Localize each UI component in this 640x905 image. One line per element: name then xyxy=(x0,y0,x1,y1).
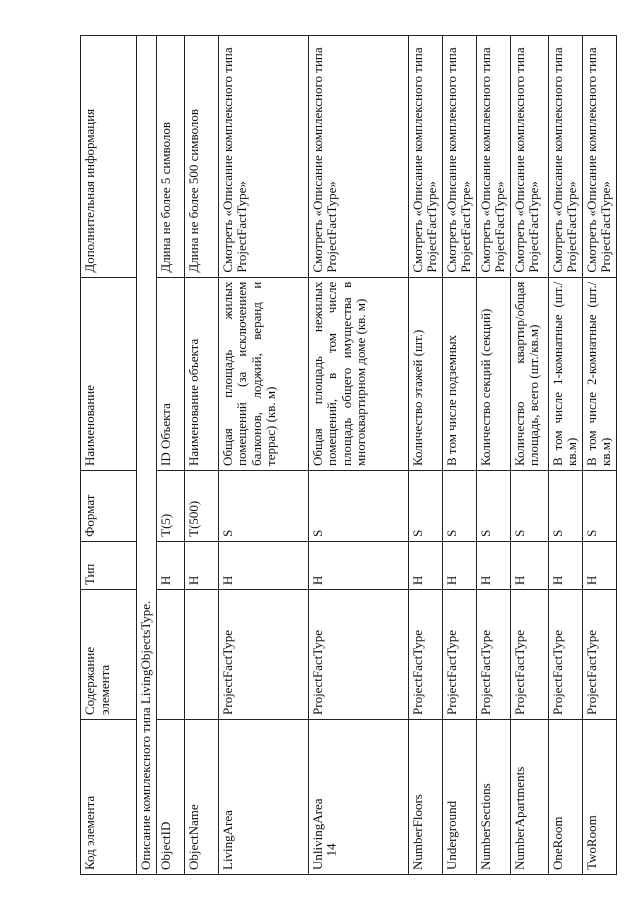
cell-info: Смотреть «Описание комплексного типа ProjectFactType» xyxy=(582,36,616,278)
table-row xyxy=(156,36,184,875)
rotated-table-wrapper xyxy=(80,35,614,875)
cell-type: Н xyxy=(548,541,582,589)
cell-info: Длина не более 500 символов xyxy=(184,36,218,278)
cell-code: LivingArea xyxy=(218,719,308,874)
cell-name: Количество этажей (шт.) xyxy=(408,277,442,470)
cell-info: Смотреть «Описание комплексного типа ProjectFactType» xyxy=(548,36,582,278)
cell-info: Смотреть «Описание комплексного типа ProjectFactType» xyxy=(218,36,308,278)
table-row xyxy=(510,36,548,875)
cell-code: NumberSections xyxy=(476,719,510,874)
header-code: Код элемента xyxy=(81,719,137,874)
cell-format: S xyxy=(510,470,548,541)
cell-info: Смотреть «Описание комплексного типа ProjectFactType» xyxy=(510,36,548,278)
cell-code: TwoRoom xyxy=(582,719,616,874)
cell-content: ProjectFactType xyxy=(582,590,616,720)
cell-format: S xyxy=(408,470,442,541)
cell-code: OneRoom xyxy=(548,719,582,874)
cell-content: ProjectFactType xyxy=(548,590,582,720)
cell-content: ProjectFactType xyxy=(476,590,510,720)
table-row xyxy=(218,36,308,875)
table-row xyxy=(184,36,218,875)
header-info: Дополнительная информация xyxy=(81,36,137,278)
cell-type: Н xyxy=(408,541,442,589)
header-content: Содержание элемента xyxy=(81,590,137,720)
cell-info: Смотреть «Описание комплексного типа ProjectFactType» xyxy=(476,36,510,278)
page-number: 14 xyxy=(323,843,339,857)
table-header-row xyxy=(81,36,137,875)
header-type: Тип xyxy=(81,541,137,589)
cell-type: Н xyxy=(476,541,510,589)
cell-format: S xyxy=(218,470,308,541)
cell-name: Количество секций (секций) xyxy=(476,277,510,470)
cell-name: Количество квартир/общая площадь, всего (шт./кв.м) xyxy=(510,277,548,470)
cell-code: ObjectName xyxy=(184,719,218,874)
header-format: Формат xyxy=(81,470,137,541)
cell-content: ProjectFactType xyxy=(218,590,308,720)
cell-type: Н xyxy=(510,541,548,589)
cell-type: Н xyxy=(184,541,218,589)
cell-code: UnlivingArea xyxy=(308,719,408,874)
cell-format: S xyxy=(476,470,510,541)
cell-name: Общая площадь жилых помещений (за исключением балконов, лоджий, веранд и террас) (кв. м) xyxy=(218,277,308,470)
cell-content xyxy=(184,590,218,720)
cell-name: В том числе 1-комнатные (шт./кв.м) xyxy=(548,277,582,470)
cell-content: ProjectFactType xyxy=(510,590,548,720)
cell-code: ObjectID xyxy=(156,719,184,874)
table-row xyxy=(442,36,476,875)
cell-name: ID Объекта xyxy=(156,277,184,470)
cell-format: S xyxy=(548,470,582,541)
cell-format: T(500) xyxy=(184,470,218,541)
cell-info: Смотреть «Описание комплексного типа ProjectFactType» xyxy=(408,36,442,278)
cell-format: S xyxy=(582,470,616,541)
cell-content: ProjectFactType xyxy=(408,590,442,720)
cell-content: ProjectFactType xyxy=(308,590,408,720)
table-row xyxy=(408,36,442,875)
cell-type: Н xyxy=(218,541,308,589)
header-name: Наименование xyxy=(81,277,137,470)
cell-name: Наименование объекта xyxy=(184,277,218,470)
cell-content: ProjectFactType xyxy=(442,590,476,720)
cell-name: В том числе подземных xyxy=(442,277,476,470)
cell-name: Общая площадь нежилых помещений, в том числе площадь общего имущества в многоквартирном доме (кв. м) xyxy=(308,277,408,470)
table-row xyxy=(548,36,582,875)
section-title: Описание комплексного типа LivingObjectsType. xyxy=(137,36,157,875)
cell-format: S xyxy=(442,470,476,541)
cell-type: Н xyxy=(582,541,616,589)
cell-info: Смотреть «Описание комплексного типа ProjectFactType» xyxy=(308,36,408,278)
section-title-row xyxy=(137,36,157,875)
cell-info: Длина не более 5 символов xyxy=(156,36,184,278)
cell-type: Н xyxy=(442,541,476,589)
table-row xyxy=(308,36,408,875)
table-row xyxy=(476,36,510,875)
table-row xyxy=(582,36,616,875)
cell-format: T(5) xyxy=(156,470,184,541)
cell-info: Смотреть «Описание комплексного типа ProjectFactType» xyxy=(442,36,476,278)
cell-code: NumberFloors xyxy=(408,719,442,874)
cell-type: Н xyxy=(156,541,184,589)
cell-content xyxy=(156,590,184,720)
cell-name: В том числе 2-комнатные (шт./кв.м) xyxy=(582,277,616,470)
cell-format: S xyxy=(308,470,408,541)
elements-table xyxy=(80,35,617,875)
cell-code: Underground xyxy=(442,719,476,874)
cell-code: NumberApartments xyxy=(510,719,548,874)
cell-type: Н xyxy=(308,541,408,589)
